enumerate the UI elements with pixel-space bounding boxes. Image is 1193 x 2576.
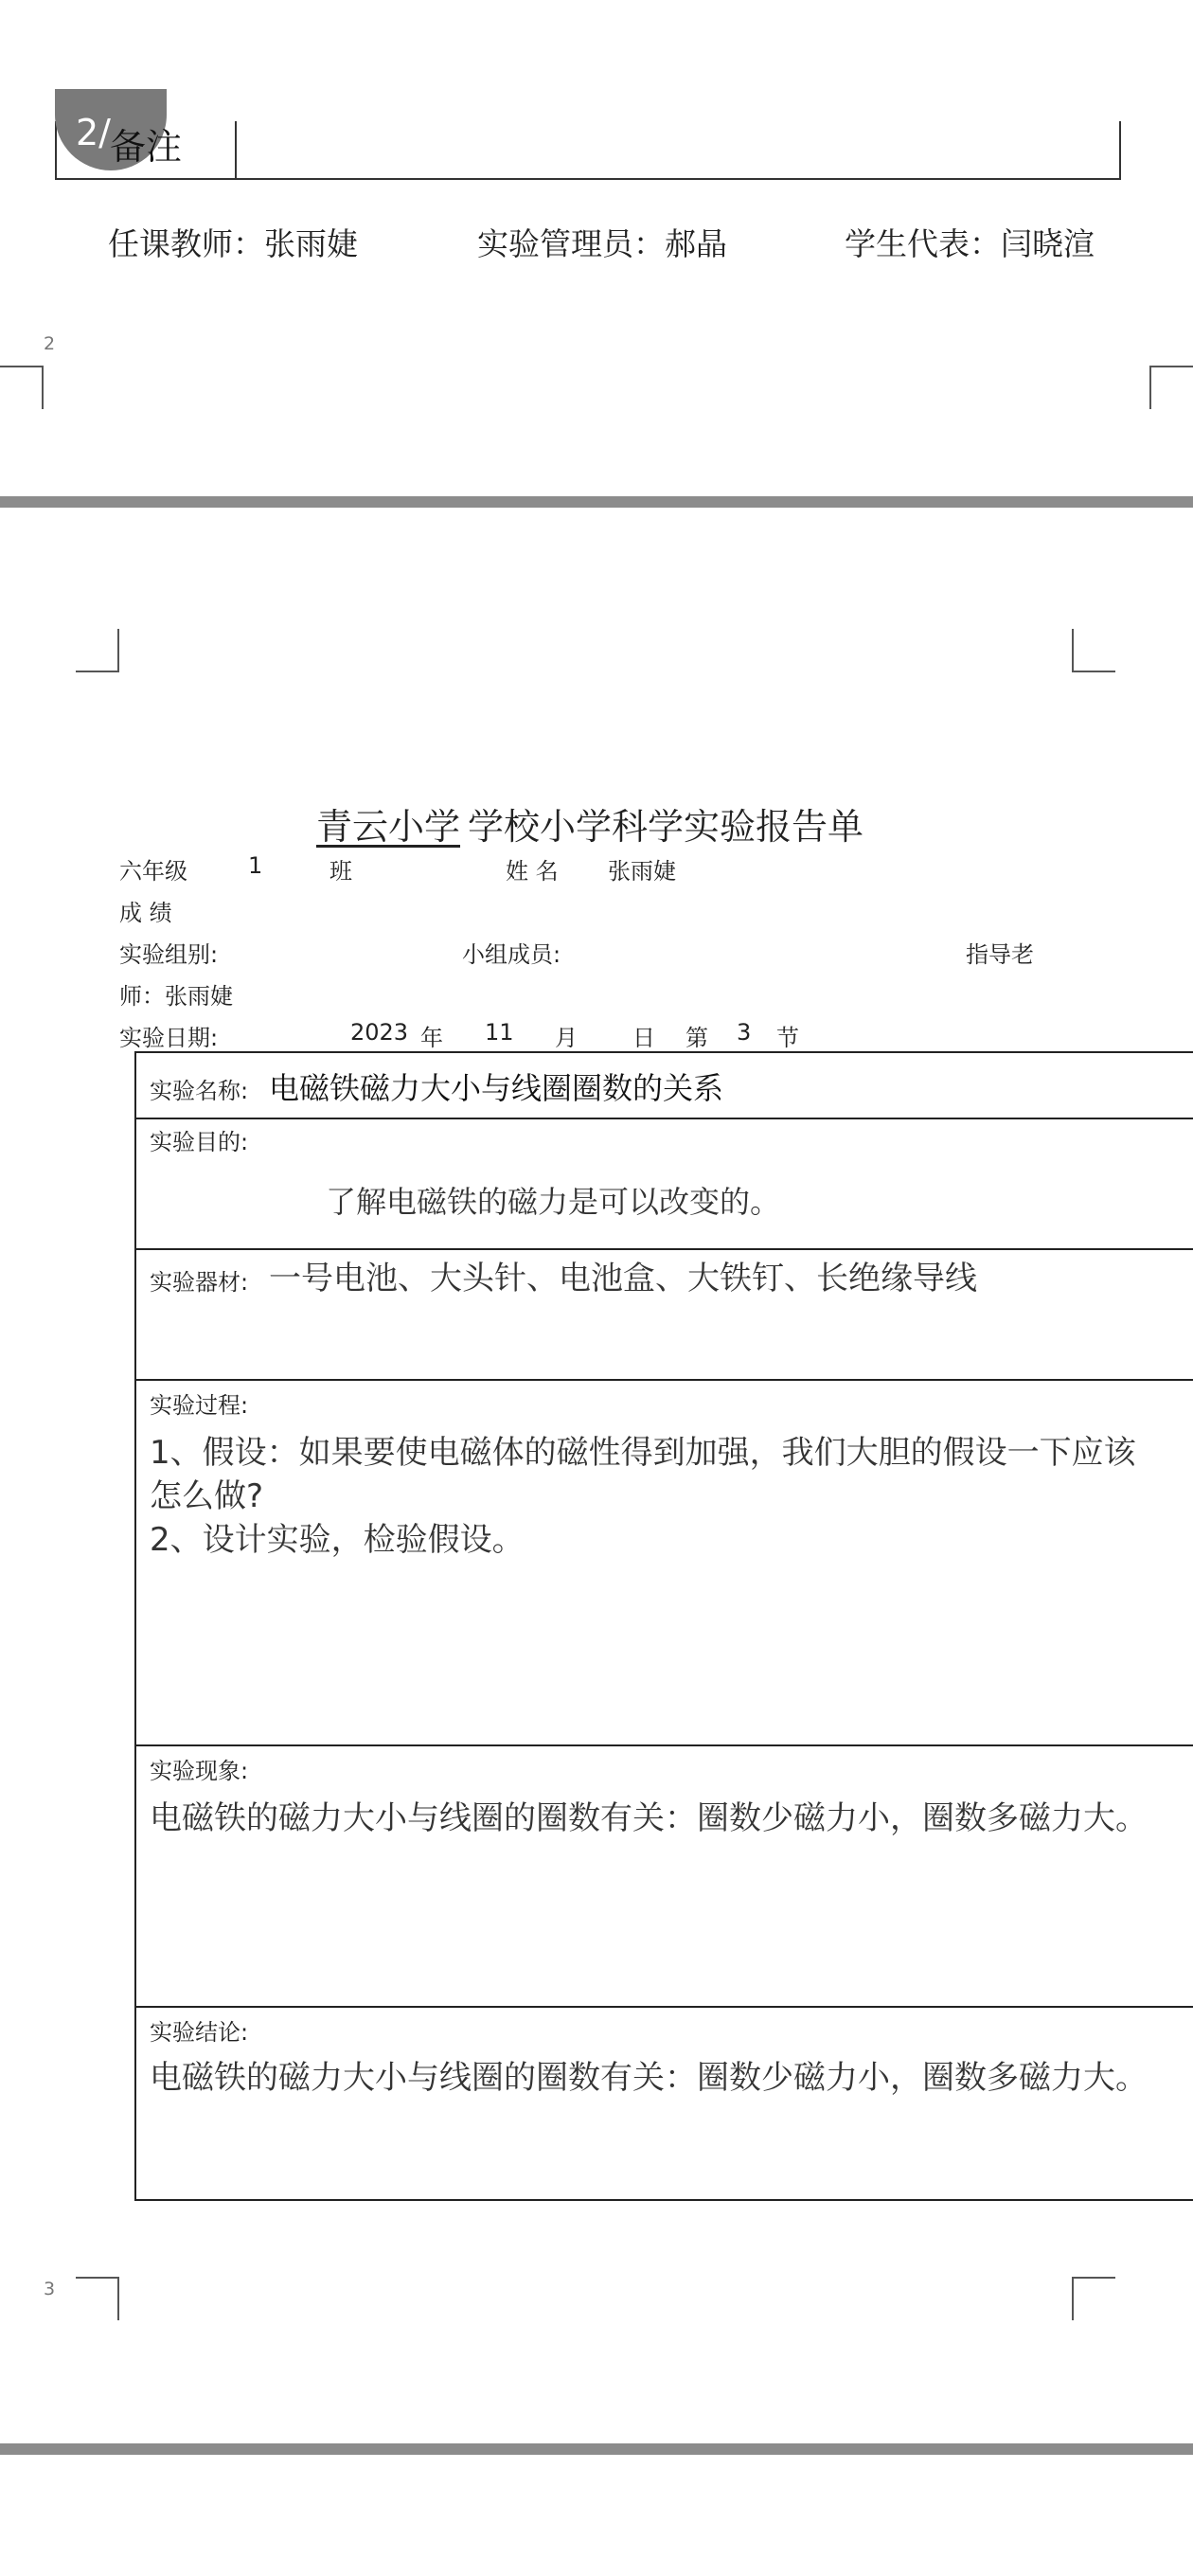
report-title: [309, 797, 864, 850]
process-line3: 2、设计实验，检验假设。: [150, 1521, 525, 1559]
title-rest: 学校小学科学实验报告单: [468, 806, 864, 848]
experiment-name-value: 电磁铁磁力大小与线圈圈数的关系: [269, 1070, 724, 1106]
date-year: 2023: [350, 1019, 409, 1046]
remarks-divider: [235, 121, 237, 180]
class-number: 1: [248, 852, 263, 879]
row-phenomenon: [134, 1744, 1193, 2008]
date-month: 11: [485, 1019, 514, 1046]
conclusion-label: 实验结论:: [150, 2019, 249, 2046]
section-number: 3: [737, 1019, 752, 1046]
row-conclusion: [134, 2006, 1193, 2201]
materials-value: 一号电池、大头针、电池盒、大铁钉、长绝缘导线: [269, 1260, 977, 1297]
grade: 六年级: [119, 858, 187, 885]
group-label: 实验组别:: [119, 941, 219, 968]
signature-teacher: 任课教师：张雨婕: [108, 225, 358, 262]
phenomenon-value: 电磁铁的磁力大小与线圈的圈数有关：圈数少磁力小，圈数多磁力大。: [150, 1799, 1148, 1837]
phenomenon-label: 实验现象:: [150, 1758, 249, 1784]
members-label: 小组成员:: [462, 941, 561, 968]
section-prefix: 第: [686, 1025, 708, 1051]
remarks-label: 备注: [110, 126, 183, 168]
process-label: 实验过程:: [150, 1392, 249, 1419]
purpose-label: 实验目的:: [150, 1129, 249, 1155]
advisor-label: 指导老: [966, 941, 1034, 968]
materials-label: 实验器材:: [150, 1269, 249, 1296]
experiment-name-label: 实验名称:: [150, 1078, 249, 1104]
crop-mark-top-right: [1149, 366, 1193, 409]
class-label: 班: [329, 858, 352, 885]
page-number-2: 2: [44, 333, 56, 354]
name-value: 张雨婕: [608, 858, 676, 885]
date-label: 实验日期:: [119, 1025, 219, 1051]
crop-mark-p3-bottom-right: [1072, 2277, 1115, 2320]
advisor-line2: 师：张雨婕: [119, 983, 233, 1010]
page-separator-bottom: [0, 2443, 1193, 2455]
day-label: 日: [632, 1025, 655, 1051]
crop-mark-p3-top-left: [76, 629, 119, 672]
signature-admin: 实验管理员：郝晶: [477, 225, 727, 262]
section-suffix: 节: [776, 1025, 799, 1051]
row-process: [134, 1379, 1193, 1746]
crop-mark-p3-top-right: [1072, 629, 1115, 672]
crop-mark-p3-bottom-left: [76, 2277, 119, 2320]
name-label: 姓 名: [506, 858, 559, 885]
purpose-value: 了解电磁铁的磁力是可以改变的。: [326, 1184, 781, 1220]
row-experiment-name: [134, 1051, 1193, 1119]
year-label: 年: [420, 1025, 443, 1051]
page-separator: [0, 496, 1193, 508]
score-label: 成 绩: [119, 900, 172, 926]
conclusion-value: 电磁铁的磁力大小与线圈的圈数有关：圈数少磁力小，圈数多磁力大。: [150, 2059, 1148, 2097]
page-number-3: 3: [44, 2279, 56, 2299]
month-label: 月: [555, 1025, 578, 1051]
crop-mark-top-left: [0, 366, 44, 409]
row-purpose: [134, 1118, 1193, 1250]
process-line1: 1、假设：如果要使电磁体的磁性得到加强，我们大胆的假设一下应该: [150, 1434, 1136, 1472]
title-school: 青云小学: [316, 806, 461, 848]
page-badge-text: 2/: [76, 112, 111, 153]
process-line2: 怎么做?: [150, 1477, 264, 1515]
row-materials: [134, 1248, 1193, 1381]
signature-student: 学生代表：闫晓渲: [845, 225, 1095, 262]
remarks-table-bottom: [55, 121, 1121, 180]
